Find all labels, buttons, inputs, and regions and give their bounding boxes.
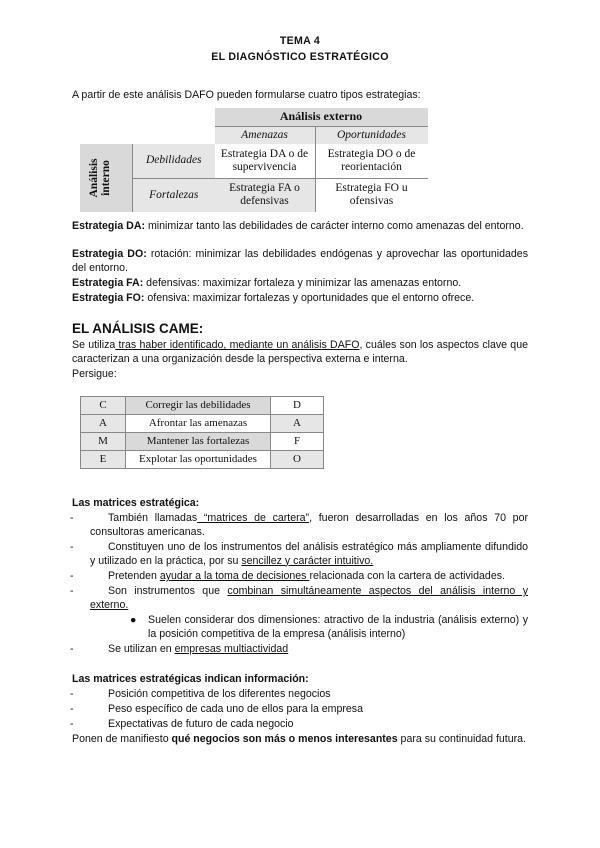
list-item: - Constituyen uno de los instrumentos del análisis estratégico más ampliamente difundido y utilizado en la práctica, por su sencillez y carácter intuitivo. xyxy=(70,541,528,567)
sub-list-item: ● Suelen considerar dos dimensiones: atractivo de la industria (análisis externo) y la posición competitiva de la empresa (análisis interno) xyxy=(130,614,528,640)
list-item: - Pretenden ayudar a la toma de decisiones relacionada con la cartera de actividades. xyxy=(70,570,505,582)
strategy-do-desc: Estrategia DO: rotación: minimizar las debilidades endógenas y aprovechar las oportunidades del entorno. xyxy=(72,248,528,274)
external-analysis-header: Análisis externo xyxy=(215,108,428,126)
list-item: - Posición competitiva de los diferentes negocios xyxy=(70,688,331,700)
list-item: - Peso específico de cada uno de ellos para la empresa xyxy=(70,703,364,715)
came-heading: EL ANÁLISIS CAME: xyxy=(72,321,204,336)
strategy-fo-desc: Estrategia FO: ofensiva: maximizar fortalezas y oportunidades que el entorno ofrece. xyxy=(72,292,475,304)
info-heading: Las matrices estratégicas indican información: xyxy=(72,673,309,685)
came-row: C Corregir las debilidades D xyxy=(81,397,324,415)
came-row: A Afrontar las amenazas A xyxy=(81,415,324,433)
weaknesses-row-header: Debilidades xyxy=(133,144,215,178)
strategy-da-cell: Estrategia DA o de supervivencia xyxy=(215,144,316,178)
list-item: - Se utilizan en empresas multiactividad xyxy=(70,643,289,655)
list-item: - También llamadas “matrices de cartera”, fueron desarrolladas en los años 70 por consultoras americanas. xyxy=(70,512,528,538)
strengths-row-header: Fortalezas xyxy=(133,178,215,212)
strategy-da-desc: Estrategia DA: minimizar tanto las debilidades de carácter interno como amenazas del entorno. xyxy=(72,220,524,232)
strategy-fa-desc: Estrategia FA: defensivas: maximizar fortaleza y minimizar las amenazas entorno. xyxy=(72,277,462,289)
strategy-fo-cell: Estrategia FO u ofensivas xyxy=(335,182,408,208)
list-item: - Expectativas de futuro de cada negocio xyxy=(70,718,294,730)
came-row: E Explotar las oportunidades O xyxy=(81,451,324,469)
closing-text: Ponen de manifiesto qué negocios son más o menos interesantes para su continuidad futura. xyxy=(72,733,526,745)
topic-number: TEMA 4 xyxy=(279,35,321,47)
list-item: - Son instrumentos que combinan simultáneamente aspectos del análisis interno y externo. xyxy=(70,585,528,611)
came-row: M Mantener las fortalezas F xyxy=(81,433,324,451)
dafo-table xyxy=(80,108,428,212)
threats-header: Amenazas xyxy=(215,126,316,144)
came-persigue: Persigue: xyxy=(72,368,117,380)
came-table xyxy=(80,396,324,469)
opportunities-header: Oportunidades xyxy=(315,126,428,144)
internal-analysis-header: Análisis interno xyxy=(80,144,133,212)
matrices-heading: Las matrices estratégica: xyxy=(72,497,200,509)
came-description: Se utiliza tras haber identificado, mediante un análisis DAFO, cuáles son los aspectos clave que caracterizan a una organización desde la perspectiva externa e interna. xyxy=(72,339,528,365)
page-title: EL DIAGNÓSTICO ESTRATÉGICO xyxy=(211,51,389,63)
strategy-do-cell: Estrategia DO o de reorientación xyxy=(315,144,428,178)
intro-text: A partir de este análisis DAFO pueden formularse cuatro tipos estrategias: xyxy=(72,89,421,101)
strategy-fa-cell: Estrategia FA o defensivas xyxy=(215,178,316,212)
